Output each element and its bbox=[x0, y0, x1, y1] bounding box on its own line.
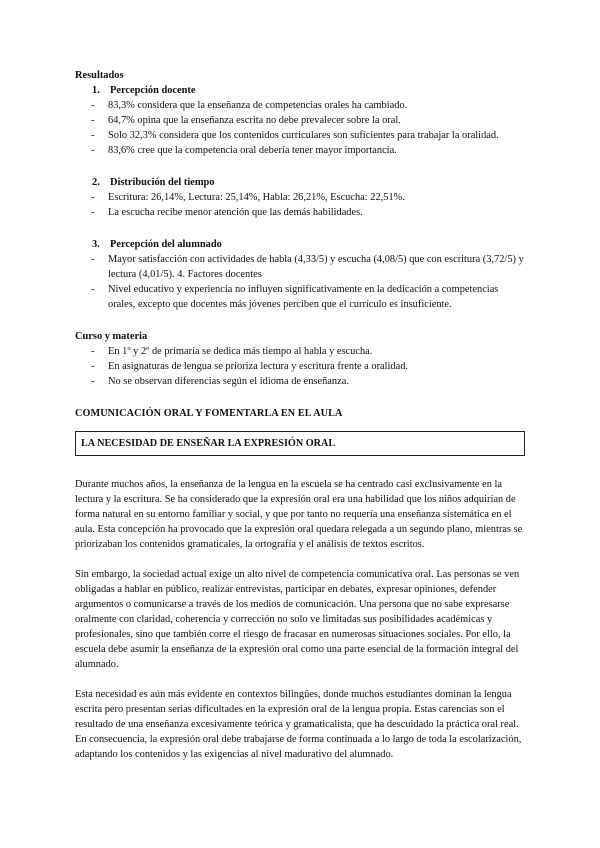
paragraph: Sin embargo, la sociedad actual exige un alto nivel de competencia comunicativa oral. Las personas se ven obligadas a hablar en público, realizar entrevistas, participar en debates, expresar opiniones, defender argumentos o comunicarse a través de los medios de comunicación. Una persona que no sabe expresarse oralmente con claridad, coherencia y corrección no solo ve limitadas sus posibilidades académicas y profesionales, sino que también corre el riesgo de fracasar en numerosas situaciones sociales. Por ello, la escuela debe asumir la enseñanza de la expresión oral como una parte esencial de la formación integral del alumnado. bbox=[75, 569, 520, 670]
list-item: - Solo 32,3% considera que los contenidos curriculares son suficientes para trabajar la oralidad. bbox=[75, 128, 525, 143]
paragraph: Esta necesidad es aún más evidente en contextos bilingües, donde muchos estudiantes dominan la lengua escrita pero presentan serias dificultades en la expresión oral de la lengua propia. Estas carencias son el resultado de una enseñanza excesivamente teórica y gramaticalista, que ha descuidado la práctica oral real. En consecuencia, la expresión oral debe trabajarse de forma continuada a lo largo de toda la escolarización, adaptando los contenidos y las exigencias al nivel madurativo del alumnado. bbox=[75, 689, 522, 760]
list-item: - En asignaturas de lengua se prioriza lectura y escritura frente a oralidad. bbox=[75, 359, 525, 374]
section-2-list bbox=[75, 190, 525, 220]
section-2-number: 2. bbox=[92, 177, 100, 188]
section-1-number: 1. bbox=[92, 85, 100, 96]
list-item: - 64,7% opina que la enseñanza escrita no debe prevalecer sobre la oral. bbox=[75, 113, 525, 128]
section-3-title bbox=[92, 237, 525, 252]
list-item: - Escritura: 26,14%, Lectura: 25,14%, Habla: 26,21%, Escucha: 22,51%. bbox=[75, 190, 525, 205]
list-item: - La escucha recibe menor atención que las demás habilidades. bbox=[75, 205, 525, 220]
section-3-list bbox=[75, 252, 525, 312]
list-item: - 83,6% cree que la competencia oral debería tener mayor importancia. bbox=[75, 143, 525, 158]
list-item: - En 1º y 2º de primaria se dedica más tiempo al habla y escucha. bbox=[75, 344, 525, 359]
list-item: - 83,3% considera que la enseñanza de competencias orales ha cambiado. bbox=[75, 98, 525, 113]
section-3-label: Percepción del alumnado bbox=[110, 239, 222, 250]
course-list bbox=[75, 344, 525, 389]
section-2-label: Distribución del tiempo bbox=[110, 177, 215, 188]
section-1-list bbox=[75, 98, 525, 158]
boxed-title: LA NECESIDAD DE ENSEÑAR LA EXPRESIÓN ORAL bbox=[75, 431, 525, 456]
list-item: - No se observan diferencias según el idioma de enseñanza. bbox=[75, 374, 525, 389]
section-3-number: 3. bbox=[92, 239, 100, 250]
results-heading: Resultados bbox=[75, 70, 124, 81]
document-page bbox=[75, 68, 525, 762]
course-heading: Curso y materia bbox=[75, 331, 148, 342]
list-item: - Nivel educativo y experiencia no influyen significativamente en la dedicación a competencias orales, excepto que docentes más jóvenes perciben que el currículo es insuficiente. bbox=[75, 282, 525, 312]
section-2-title bbox=[92, 175, 525, 190]
list-item: - Mayor satisfacción con actividades de habla (4,33/5) y escucha (4,08/5) que con escritura (3,72/5) y lectura (4,01/5). 4. Factores docentes bbox=[75, 252, 525, 282]
section-1-title bbox=[92, 83, 525, 98]
section-1-label: Percepción docente bbox=[110, 85, 196, 96]
paragraph: Durante muchos años, la enseñanza de la lengua en la escuela se ha centrado casi exclusivamente en la lectura y la escritura. Se ha considerado que la expresión oral era una habilidad que los niños adquirían de forma natural en su entorno familiar y social, y que por tanto no requería una enseñanza sistemática en el aula. Esta concepción ha provocado que la expresión oral quedara relegada a un segundo plano, mientras se priorizaban los contenidos gramaticales, la ortografía y el análisis de textos escritos. bbox=[75, 479, 523, 550]
section-title: COMUNICACIÓN ORAL Y FOMENTARLA EN EL AULA bbox=[75, 408, 343, 419]
